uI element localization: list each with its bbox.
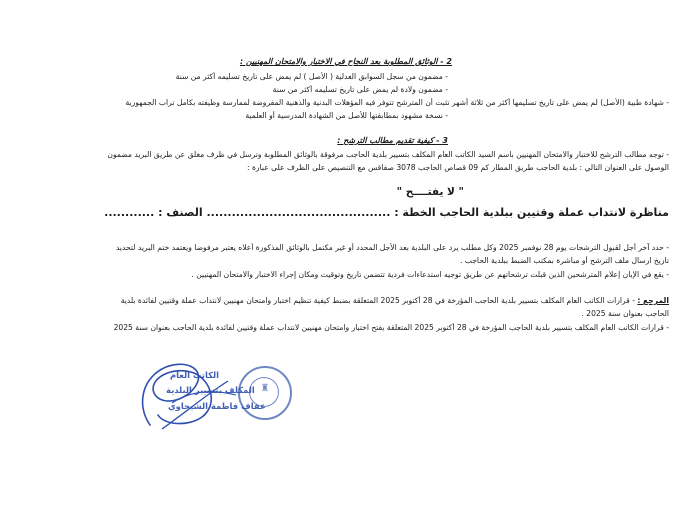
reference-label: المرجع : <box>637 296 669 305</box>
contest-line: مناظرة لانتداب عملة وقتيين ببلدية الحاجب الخطة : ............................................ الصنف : ............ <box>104 206 669 219</box>
notification-note: - يقع في الإبان إعلام المترشحين الذين قبلت ترشحاتهم عن طريق توجيه استدعاءات فردية تتضمن تاريخ وتوقيت ومكان إجراء الاختبار والامتحان المهنيين . <box>191 270 669 279</box>
section2-item: - مضمون ولادة لم يمض على تاريخ تسليمه أكثر من سنة <box>272 85 448 94</box>
deadline-note: تاريخ ارسال ملف الترشح أو مباشرة بمكتب الضبط ببلدية الحاجب . <box>459 256 669 265</box>
section3-line: الوصول على العنوان التالي : بلدية الحاجب طريق المطار كم 09 قصاص الحاجب 3078 صفاقس مع التنصيص على الظرف على عبارة : <box>246 163 669 172</box>
reference-line-2: الحاجب بعنوان سنة 2025 . <box>581 309 669 318</box>
section2-heading: 2 - الوثائق المطلوبة بعد النجاح في الاختبار والامتحان المهنيين : <box>239 57 452 66</box>
section2-item: - نسخة مشهود بمطابقتها للأصل من الشهادة المدرسية أو العلمية <box>245 111 448 120</box>
reference-line-1 <box>9 296 669 305</box>
reference-line-3: - قرارات الكاتب العام المكلف بتسيير بلدية الحاجب المؤرخة في 28 أكتوبر 2025 المتعلقة بفتح اختبار وامتحان مهنيين لانتداب عملة وقتيين لفائدة بلدية الحاجب بعنوان سنة 2025 <box>113 323 669 332</box>
handwritten-signature <box>132 355 242 435</box>
section2-item: - مضمون من سجل السوابق العدلية ( الأصل ) لم يمض على تاريخ تسليمه أكثر من سنة <box>175 72 448 81</box>
section3-line: - توجه مطالب الترشح للاختبار والامتحان المهنيين باسم السيد الكاتب العام المكلف بتسيير بلدية الحاجب مرفوقة بالوثائق المطلوبة وترسل في ظرف مغلق عن طريق البريد مضمون <box>107 150 669 159</box>
stamp-name: عفاف فاطمة الشيحاوي <box>168 401 266 411</box>
section2-item: - شهادة طبية (الأصل) لم يمض على تاريخ تسليمها أكثر من ثلاثة أشهر تثبت أن المترشح تتوفر فيه المؤهلات البدنية والذهنية المفروضة لممارسة وظيفته بكامل تراب الجمهورية <box>125 98 669 107</box>
stamp-subtitle: المكلف بتسيير البلدية <box>166 385 255 395</box>
municipal-seal: ♜ <box>238 366 292 420</box>
deadline-note: - حدد آخر أجل لقبول الترشحات يوم 28 نوفمبر 2025 وكل مطلب يرد على البلدية بعد الأجل المحدد أو غير مكتمل بالوثائق المذكورة أعلاه يعتبر مرفوضا ويعتمد ختم البريد لتحديد <box>115 243 669 252</box>
stamp-title: الكاتب العام <box>170 370 219 380</box>
reference-text: - قرارات الكاتب العام المكلف بتسيير بلدية الحاجب المؤرخة في 28 أكتوبر 2025 المتعلقة بضبط كيفية تنظيم اختبار وامتحان مهنيين لانتداب عملة وقتيين لفائدة بلدية <box>120 296 635 305</box>
section3-heading: 3 - كيفية تقديم مطالب الترشح : <box>337 136 448 145</box>
no-open-label: " لا يفتــــح " <box>396 186 464 198</box>
